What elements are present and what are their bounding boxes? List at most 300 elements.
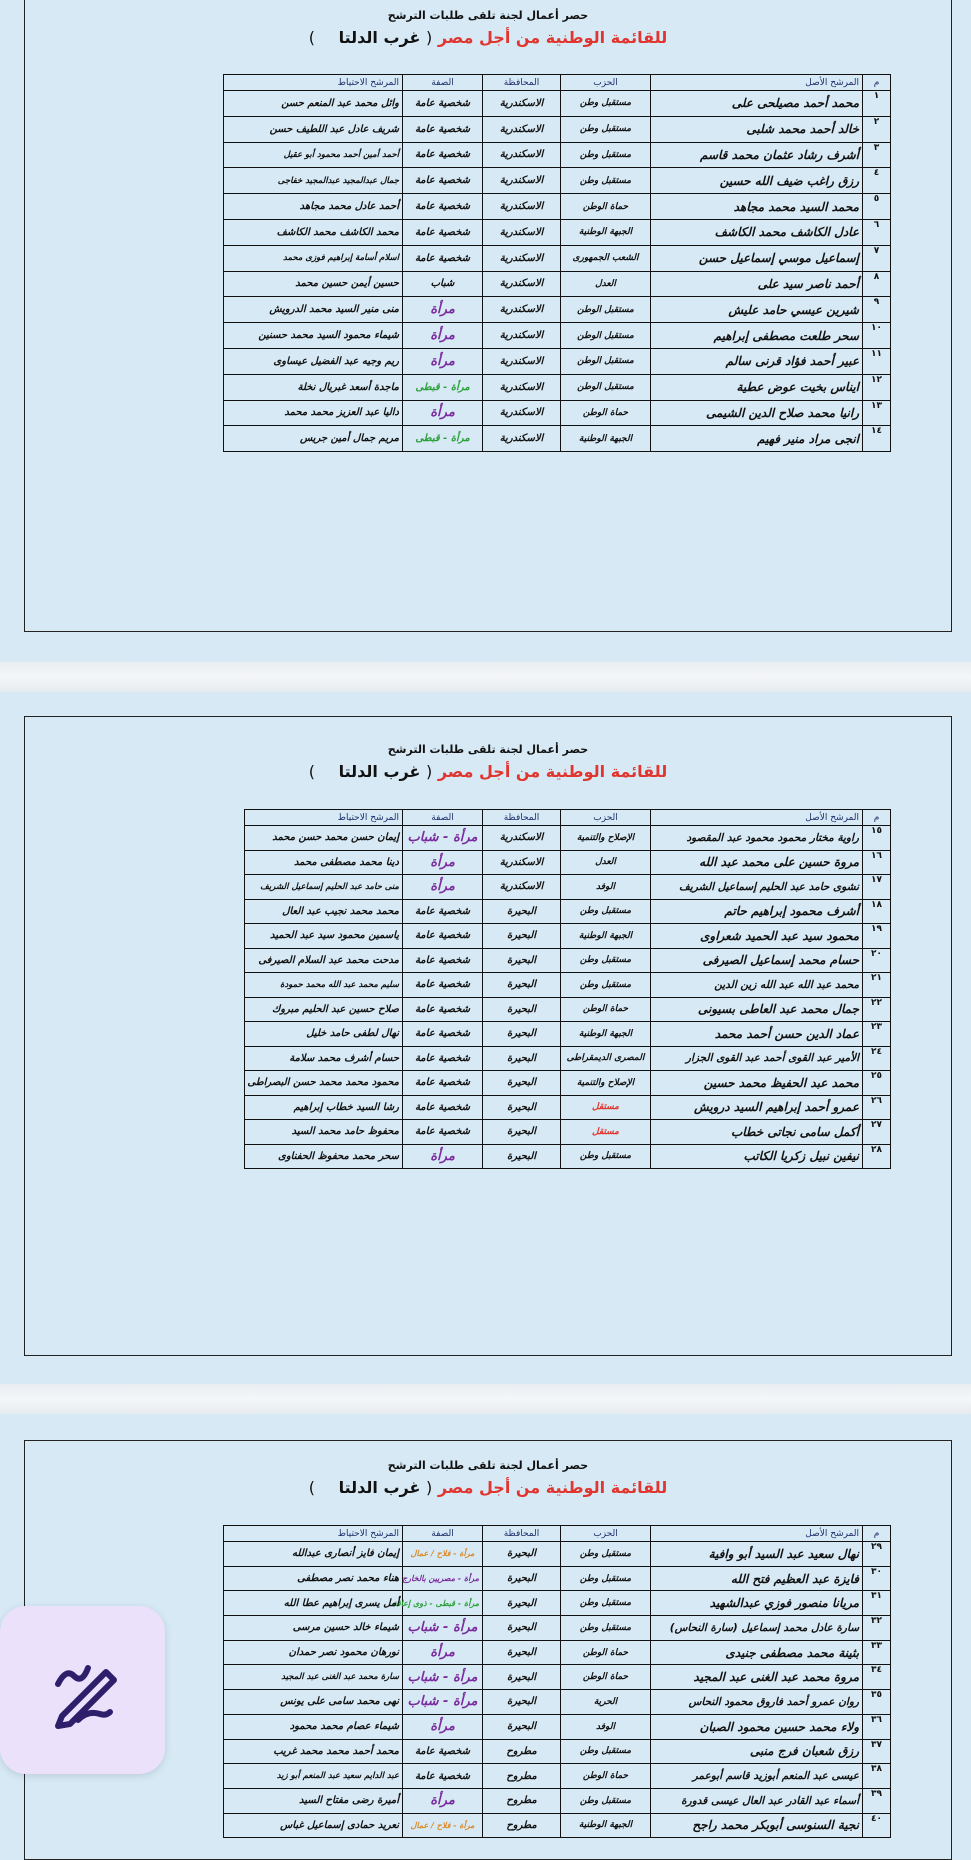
- table-row: [224, 1739, 891, 1764]
- category: مرأة - فلاح / عمال: [403, 1813, 483, 1838]
- row-number: ١٨: [863, 899, 891, 924]
- category: مرأة: [403, 1640, 483, 1665]
- category: مرأة - شباب: [403, 1665, 483, 1690]
- governorate: البحيرة: [483, 1071, 561, 1096]
- column-header: م: [863, 810, 891, 826]
- table-row: [245, 1046, 891, 1071]
- edit-fab-button[interactable]: [0, 1606, 165, 1774]
- table-row: [224, 1640, 891, 1665]
- alternate-candidate: ريم وجيه عبد الفضيل عيساوى: [224, 348, 403, 374]
- category: مرأة - شباب: [403, 1690, 483, 1715]
- category: مرأة - شباب: [403, 1616, 483, 1641]
- row-number: ٧: [863, 245, 891, 271]
- party: مستقل: [561, 1095, 651, 1120]
- alternate-candidate: شيماء محمود السيد محمد حسنين: [224, 323, 403, 349]
- column-header: المرشح الاحتياط: [224, 1526, 403, 1542]
- main-candidate: عماد الدين حسن أحمد محمد: [651, 1022, 863, 1047]
- governorate: البحيرة: [483, 1665, 561, 1690]
- header-title: حصر أعمال لجنة تلقى طلبات الترشح: [387, 743, 589, 756]
- category: مرأة: [403, 1788, 483, 1813]
- party: الجبهة الوطنية: [561, 426, 651, 452]
- category: مرأة - قبطى: [403, 426, 483, 452]
- column-header: م: [863, 75, 891, 91]
- alternate-candidate: سليم محمد عبد الله محمد حمودة: [245, 973, 403, 998]
- governorate: الاسكندرية: [483, 875, 561, 900]
- main-candidate: أحمد ناصر سيد على: [651, 271, 863, 297]
- alternate-candidate: مريم جمال أمين جريس: [224, 426, 403, 452]
- row-number: ١٤: [863, 426, 891, 452]
- alternate-candidate: رشا السيد خطاب إبراهيم: [245, 1095, 403, 1120]
- alternate-candidate: منى حامد عبد الحليم إسماعيل الشريف: [245, 875, 403, 900]
- party: مستقبل وطن: [561, 1739, 651, 1764]
- governorate: الاسكندرية: [483, 348, 561, 374]
- main-candidate: خالد أحمد محمد شلبى: [651, 116, 863, 142]
- page-header: [25, 743, 951, 781]
- category: شخصية عامة: [403, 116, 483, 142]
- category: شخصية عامة: [403, 948, 483, 973]
- main-candidate: فايزة عبد العظيم فتح الله: [651, 1566, 863, 1591]
- alternate-candidate: سارة محمد عبد الغنى عبد المجيد: [224, 1665, 403, 1690]
- table-row: [224, 1788, 891, 1813]
- governorate: مطروح: [483, 1764, 561, 1789]
- row-number: ٢: [863, 116, 891, 142]
- main-candidate: نجية السنوسى أبوبكر محمد راجح: [651, 1813, 863, 1838]
- main-candidate: روان عمرو أحمد فاروق محمود النحاس: [651, 1690, 863, 1715]
- alternate-candidate: شيماء خالد حسين مرسى: [224, 1616, 403, 1641]
- table-row: [224, 1616, 891, 1641]
- row-number: ٢٢: [863, 997, 891, 1022]
- column-header: المرشح الاحتياط: [224, 75, 403, 91]
- table-row: [224, 1690, 891, 1715]
- table-row: [224, 142, 891, 168]
- main-candidate: محمود سيد عبد الحميد شعراوى: [651, 924, 863, 949]
- main-candidate: عيسى عبد المنعم أبوزيد قاسم أبوعمر: [651, 1764, 863, 1789]
- category: شخصية عامة: [403, 1764, 483, 1789]
- alternate-candidate: محمد الكاشف محمد الكاشف: [224, 219, 403, 245]
- category: مرأة: [403, 400, 483, 426]
- party: مستقبل وطن: [561, 1788, 651, 1813]
- category: شخصية عامة: [403, 1120, 483, 1145]
- row-number: ٩: [863, 297, 891, 323]
- alternate-candidate: نهى محمد سامى على يونس: [224, 1690, 403, 1715]
- party: حماة الوطن: [561, 1665, 651, 1690]
- category: شخصية عامة: [403, 1095, 483, 1120]
- governorate: الاسكندرية: [483, 426, 561, 452]
- alternate-candidate: أحمد عادل محمد مجاهد: [224, 194, 403, 220]
- main-candidate: راوية مختار محمود محمود عبد المقصود: [651, 826, 863, 851]
- category: شخصية عامة: [403, 924, 483, 949]
- alternate-candidate: أحمد أمين أحمد محمود أبو عقيل: [224, 142, 403, 168]
- list-name: للقائمة الوطنية من أجل مصر: [437, 762, 668, 781]
- table-header-row: [224, 1526, 891, 1542]
- category: مرأة: [403, 1144, 483, 1169]
- category: شخصية عامة: [403, 219, 483, 245]
- page-separator: [0, 1384, 971, 1414]
- party: حماة الوطن: [561, 1764, 651, 1789]
- row-number: ٣٥: [863, 1690, 891, 1715]
- candidates-table: [244, 809, 891, 1169]
- party: مستقبل وطن: [561, 1542, 651, 1567]
- table-row: [245, 826, 891, 851]
- table-row: [224, 219, 891, 245]
- table-row: [224, 400, 891, 426]
- row-number: ٣٤: [863, 1665, 891, 1690]
- row-number: ٢٧: [863, 1120, 891, 1145]
- main-candidate: محمد عبد الله عبد الله زين الدين: [651, 973, 863, 998]
- alternate-candidate: نورهان محمود نصر حمدان: [224, 1640, 403, 1665]
- region-name: غرب الدلتا: [338, 762, 421, 781]
- row-number: ١٢: [863, 374, 891, 400]
- main-candidate: عبير أحمد فؤاد قرنى سالم: [651, 348, 863, 374]
- row-number: ١٦: [863, 850, 891, 875]
- column-header: الحزب: [561, 75, 651, 91]
- row-number: ٣٢: [863, 1616, 891, 1641]
- governorate: الاسكندرية: [483, 271, 561, 297]
- table-row: [245, 1071, 891, 1096]
- party: حماة الوطن: [561, 997, 651, 1022]
- governorate: البحيرة: [483, 1120, 561, 1145]
- row-number: ٥: [863, 194, 891, 220]
- header-subtitle: للقائمة الوطنية من أجل مصر ( غرب الدلتا ): [308, 762, 668, 781]
- alternate-candidate: شريف عادل عبد اللطيف حسن: [224, 116, 403, 142]
- row-number: ١٠: [863, 323, 891, 349]
- alternate-candidate: محفوظ حامد محمد السيد: [245, 1120, 403, 1145]
- row-number: ٤: [863, 168, 891, 194]
- party: الجبهة الوطنية: [561, 924, 651, 949]
- party: مستقبل وطن: [561, 1591, 651, 1616]
- row-number: ١٣: [863, 400, 891, 426]
- category: شخصية عامة: [403, 142, 483, 168]
- party: المصرى الديمقراطى: [561, 1046, 651, 1071]
- list-name: للقائمة الوطنية من أجل مصر: [437, 1478, 668, 1497]
- table-row: [224, 1764, 891, 1789]
- alternate-candidate: محمد محمد نجيب عبد العال: [245, 899, 403, 924]
- alternate-candidate: عبد الدايم سعيد عبد المنعم أبو زيد: [224, 1764, 403, 1789]
- alternate-candidate: هناء محمد نصر مصطفى: [224, 1566, 403, 1591]
- row-number: ٢٤: [863, 1046, 891, 1071]
- governorate: البحيرة: [483, 1690, 561, 1715]
- column-header: المحافظة: [483, 1526, 561, 1542]
- party: الإصلاح والتنمية: [561, 1071, 651, 1096]
- party: مستقبل وطن: [561, 1566, 651, 1591]
- main-candidate: الأمير عبد القوى أحمد عبد القوى الجزار: [651, 1046, 863, 1071]
- column-header: المحافظة: [483, 810, 561, 826]
- governorate: البحيرة: [483, 973, 561, 998]
- party: مستقبل وطن: [561, 1144, 651, 1169]
- category: مرأة: [403, 875, 483, 900]
- main-candidate: أسماء عبد القادر عبد العال عيسى قدورة: [651, 1788, 863, 1813]
- row-number: ٣٨: [863, 1764, 891, 1789]
- column-header: المرشح الأصل: [651, 1526, 863, 1542]
- governorate: البحيرة: [483, 1095, 561, 1120]
- party: الشعب الجمهورى: [561, 245, 651, 271]
- table-row: [224, 297, 891, 323]
- row-number: ١٩: [863, 924, 891, 949]
- main-candidate: سارة عادل محمد إسماعيل (سارة النحاس): [651, 1616, 863, 1641]
- alternate-candidate: سحر محمد محفوظ الحفناوى: [245, 1144, 403, 1169]
- table-row: [224, 348, 891, 374]
- governorate: مطروح: [483, 1739, 561, 1764]
- document-page-1: [24, 0, 952, 632]
- party: مستقبل وطن: [561, 973, 651, 998]
- main-candidate: أشرف رشاد عثمان محمد قاسم: [651, 142, 863, 168]
- alternate-candidate: محمود محمد محمد حسن البصراطى: [245, 1071, 403, 1096]
- category: مرأة: [403, 323, 483, 349]
- category: شخصية عامة: [403, 1071, 483, 1096]
- table-row: [224, 271, 891, 297]
- party: الجبهة الوطنية: [561, 219, 651, 245]
- category: مرأة: [403, 850, 483, 875]
- governorate: البحيرة: [483, 1591, 561, 1616]
- table-row: [224, 1813, 891, 1838]
- party: حماة الوطن: [561, 194, 651, 220]
- governorate: البحيرة: [483, 1046, 561, 1071]
- main-candidate: رزق راغب ضيف الله حسين: [651, 168, 863, 194]
- table-row: [224, 116, 891, 142]
- governorate: الاسكندرية: [483, 826, 561, 851]
- column-header: الصفة: [403, 810, 483, 826]
- governorate: البحيرة: [483, 1144, 561, 1169]
- category: مرأة: [403, 348, 483, 374]
- table-row: [224, 1591, 891, 1616]
- category: شخصية عامة: [403, 194, 483, 220]
- row-number: ٣٩: [863, 1788, 891, 1813]
- row-number: ٢٦: [863, 1095, 891, 1120]
- alternate-candidate: جمال عبدالمجيد عبدالمجيد خفاجى: [224, 168, 403, 194]
- main-candidate: ولاء محمد حسين محمود الصبان: [651, 1714, 863, 1739]
- main-candidate: مروة حسين على محمد عبد الله: [651, 850, 863, 875]
- party: الوفد: [561, 1714, 651, 1739]
- row-number: ٦: [863, 219, 891, 245]
- alternate-candidate: أمل يسرى إبراهيم عطا الله: [224, 1591, 403, 1616]
- governorate: الاسكندرية: [483, 400, 561, 426]
- alternate-candidate: صلاح حسين عبد الحليم مبروك: [245, 997, 403, 1022]
- alternate-candidate: مدحت محمد عبد السلام الصيرفى: [245, 948, 403, 973]
- page-header: [25, 9, 951, 47]
- row-number: ٢٥: [863, 1071, 891, 1096]
- row-number: ٣: [863, 142, 891, 168]
- category: شخصية عامة: [403, 973, 483, 998]
- main-candidate: ايناس بخيت عوض عطية: [651, 374, 863, 400]
- document-page-2: [24, 716, 952, 1356]
- category: مرأة: [403, 297, 483, 323]
- governorate: البحيرة: [483, 1022, 561, 1047]
- column-header: م: [863, 1526, 891, 1542]
- main-candidate: سحر طلعت مصطفى إبراهيم: [651, 323, 863, 349]
- alternate-candidate: داليا عبد العزيز محمد محمد: [224, 400, 403, 426]
- governorate: الاسكندرية: [483, 374, 561, 400]
- main-candidate: رزق شعبان فرج منبى: [651, 1739, 863, 1764]
- main-candidate: نشوى حامد عبد الحليم إسماعيل الشريف: [651, 875, 863, 900]
- table-row: [245, 973, 891, 998]
- row-number: ٣٠: [863, 1566, 891, 1591]
- party: مستقبل وطن: [561, 142, 651, 168]
- party: الجبهة الوطنية: [561, 1022, 651, 1047]
- party: مستقبل وطن: [561, 1616, 651, 1641]
- category: مرأة - مصريين بالخارج: [403, 1566, 483, 1591]
- column-header: الصفة: [403, 1526, 483, 1542]
- table-row: [224, 1542, 891, 1567]
- category: شباب: [403, 271, 483, 297]
- table-row: [245, 850, 891, 875]
- table-row: [224, 168, 891, 194]
- table-row: [224, 374, 891, 400]
- party: مستقبل الوطن: [561, 374, 651, 400]
- category: شخصية عامة: [403, 899, 483, 924]
- alternate-candidate: إيمان فايز أنصارى عبدالله: [224, 1542, 403, 1567]
- header-title: حصر أعمال لجنة تلقى طلبات الترشح: [387, 1459, 589, 1472]
- party: العدل: [561, 271, 651, 297]
- main-candidate: عمرو أحمد إبراهيم السيد درويش: [651, 1095, 863, 1120]
- header-subtitle: للقائمة الوطنية من أجل مصر ( غرب الدلتا ): [308, 28, 668, 47]
- row-number: ٢٨: [863, 1144, 891, 1169]
- main-candidate: إسماعيل موسي إسماعيل حسن: [651, 245, 863, 271]
- table-row: [245, 875, 891, 900]
- column-header: الصفة: [403, 75, 483, 91]
- governorate: البحيرة: [483, 997, 561, 1022]
- pen-slash-icon: [48, 1654, 120, 1726]
- party: مستقبل وطن: [561, 168, 651, 194]
- row-number: ٨: [863, 271, 891, 297]
- governorate: الاسكندرية: [483, 850, 561, 875]
- category: مرأة - شباب: [403, 826, 483, 851]
- main-candidate: نهال سعيد عبد السيد أبو وافية: [651, 1542, 863, 1567]
- main-candidate: حسام محمد إسماعيل الصيرفى: [651, 948, 863, 973]
- column-header: الحزب: [561, 810, 651, 826]
- alternate-candidate: أميرة رضى مفتاح السيد: [224, 1788, 403, 1813]
- main-candidate: رانيا محمد صلاح الدين الشيمى: [651, 400, 863, 426]
- governorate: الاسكندرية: [483, 323, 561, 349]
- governorate: الاسكندرية: [483, 297, 561, 323]
- alternate-candidate: وائل محمد عبد المنعم حسن: [224, 91, 403, 117]
- party: الوفد: [561, 875, 651, 900]
- alternate-candidate: إيمان حسن محمد حسن محمد: [245, 826, 403, 851]
- main-candidate: عادل الكاشف محمد الكاشف: [651, 219, 863, 245]
- category: مرأة - قبطى: [403, 374, 483, 400]
- party: حماة الوطن: [561, 1640, 651, 1665]
- row-number: ٣٧: [863, 1739, 891, 1764]
- alternate-candidate: حسين أيمن حسين محمد: [224, 271, 403, 297]
- category: شخصية عامة: [403, 1022, 483, 1047]
- alternate-candidate: دينا محمد مصطفى محمد: [245, 850, 403, 875]
- category: مرأة: [403, 1714, 483, 1739]
- region-name: غرب الدلتا: [338, 1478, 421, 1497]
- row-number: ٢٣: [863, 1022, 891, 1047]
- alternate-candidate: نهال لطفى حامد خليل: [245, 1022, 403, 1047]
- party: مستقبل وطن: [561, 116, 651, 142]
- category: شخصية عامة: [403, 245, 483, 271]
- table-row: [224, 1665, 891, 1690]
- table-row: [245, 1120, 891, 1145]
- row-number: ٢١: [863, 973, 891, 998]
- party: الجبهة الوطنية: [561, 1813, 651, 1838]
- governorate: البحيرة: [483, 1542, 561, 1567]
- row-number: ٣١: [863, 1591, 891, 1616]
- row-number: ٢٠: [863, 948, 891, 973]
- party: مستقبل وطن: [561, 91, 651, 117]
- main-candidate: محمد عبد الحفيظ محمد حسين: [651, 1071, 863, 1096]
- alternate-candidate: منى منير السيد محمد الدرويش: [224, 297, 403, 323]
- table-row: [245, 1022, 891, 1047]
- main-candidate: بثينة محمد مصطفى جنيدى: [651, 1640, 863, 1665]
- table-row: [224, 91, 891, 117]
- row-number: ٤٠: [863, 1813, 891, 1838]
- governorate: مطروح: [483, 1788, 561, 1813]
- row-number: ٢٩: [863, 1542, 891, 1567]
- page-separator: [0, 662, 971, 692]
- main-candidate: محمد أحمد مصيلحى على: [651, 91, 863, 117]
- category: شخصية عامة: [403, 1739, 483, 1764]
- column-header: المرشح الأصل: [651, 810, 863, 826]
- governorate: البحيرة: [483, 1714, 561, 1739]
- row-number: ١١: [863, 348, 891, 374]
- alternate-candidate: محمد أحمد محمد محمد غريب: [224, 1739, 403, 1764]
- table-row: [224, 245, 891, 271]
- alternate-candidate: شيماء عصام محمد محمود: [224, 1714, 403, 1739]
- party: حماة الوطن: [561, 400, 651, 426]
- table-row: [245, 948, 891, 973]
- table-row: [224, 323, 891, 349]
- table-row: [224, 194, 891, 220]
- party: مستقبل وطن: [561, 899, 651, 924]
- party: مستقبل وطن: [561, 948, 651, 973]
- category: مرأة - فلاح / عمال: [403, 1542, 483, 1567]
- main-candidate: محمد السيد محمد مجاهد: [651, 194, 863, 220]
- main-candidate: انجى مراد منير فهيم: [651, 426, 863, 452]
- main-candidate: أكمل سامى نجاتى خطاب: [651, 1120, 863, 1145]
- category: شخصية عامة: [403, 91, 483, 117]
- table-header-row: [224, 75, 891, 91]
- party: العدل: [561, 850, 651, 875]
- main-candidate: جمال محمد عبد العاطى بسيونى: [651, 997, 863, 1022]
- category: شخصية عامة: [403, 997, 483, 1022]
- main-candidate: شيرين عيسي حامد عليش: [651, 297, 863, 323]
- candidates-table: [223, 1525, 891, 1838]
- governorate: البحيرة: [483, 1566, 561, 1591]
- main-candidate: مروة محمد عبد الغنى عبد المجيد: [651, 1665, 863, 1690]
- party: مستقبل الوطن: [561, 297, 651, 323]
- governorate: البحيرة: [483, 924, 561, 949]
- governorate: الاسكندرية: [483, 245, 561, 271]
- table-row: [224, 1566, 891, 1591]
- column-header: الحزب: [561, 1526, 651, 1542]
- main-candidate: مريانا منصور فوزي عبدالشهيد: [651, 1591, 863, 1616]
- region-name: غرب الدلتا: [338, 28, 421, 47]
- governorate: الاسكندرية: [483, 168, 561, 194]
- governorate: الاسكندرية: [483, 194, 561, 220]
- header-subtitle: للقائمة الوطنية من أجل مصر ( غرب الدلتا ): [308, 1478, 668, 1497]
- party: مستقبل الوطن: [561, 323, 651, 349]
- table-row: [224, 426, 891, 452]
- category: شخصية عامة: [403, 168, 483, 194]
- table-row: [245, 1095, 891, 1120]
- page-header: [25, 1459, 951, 1497]
- table-row: [224, 1714, 891, 1739]
- row-number: ٣٣: [863, 1640, 891, 1665]
- alternate-candidate: نعريد حمادى إسماعيل غباس: [224, 1813, 403, 1838]
- category: مرأة - قبطى - ذوى إعاقة: [403, 1591, 483, 1616]
- table-row: [245, 1144, 891, 1169]
- governorate: البحيرة: [483, 1640, 561, 1665]
- governorate: الاسكندرية: [483, 142, 561, 168]
- table-header-row: [245, 810, 891, 826]
- governorate: البحيرة: [483, 1616, 561, 1641]
- party: مستقل: [561, 1120, 651, 1145]
- party: الإصلاح والتنمية: [561, 826, 651, 851]
- table-row: [245, 997, 891, 1022]
- main-candidate: نيفين نبيل زكريا الكاتب: [651, 1144, 863, 1169]
- category: شخصية عامة: [403, 1046, 483, 1071]
